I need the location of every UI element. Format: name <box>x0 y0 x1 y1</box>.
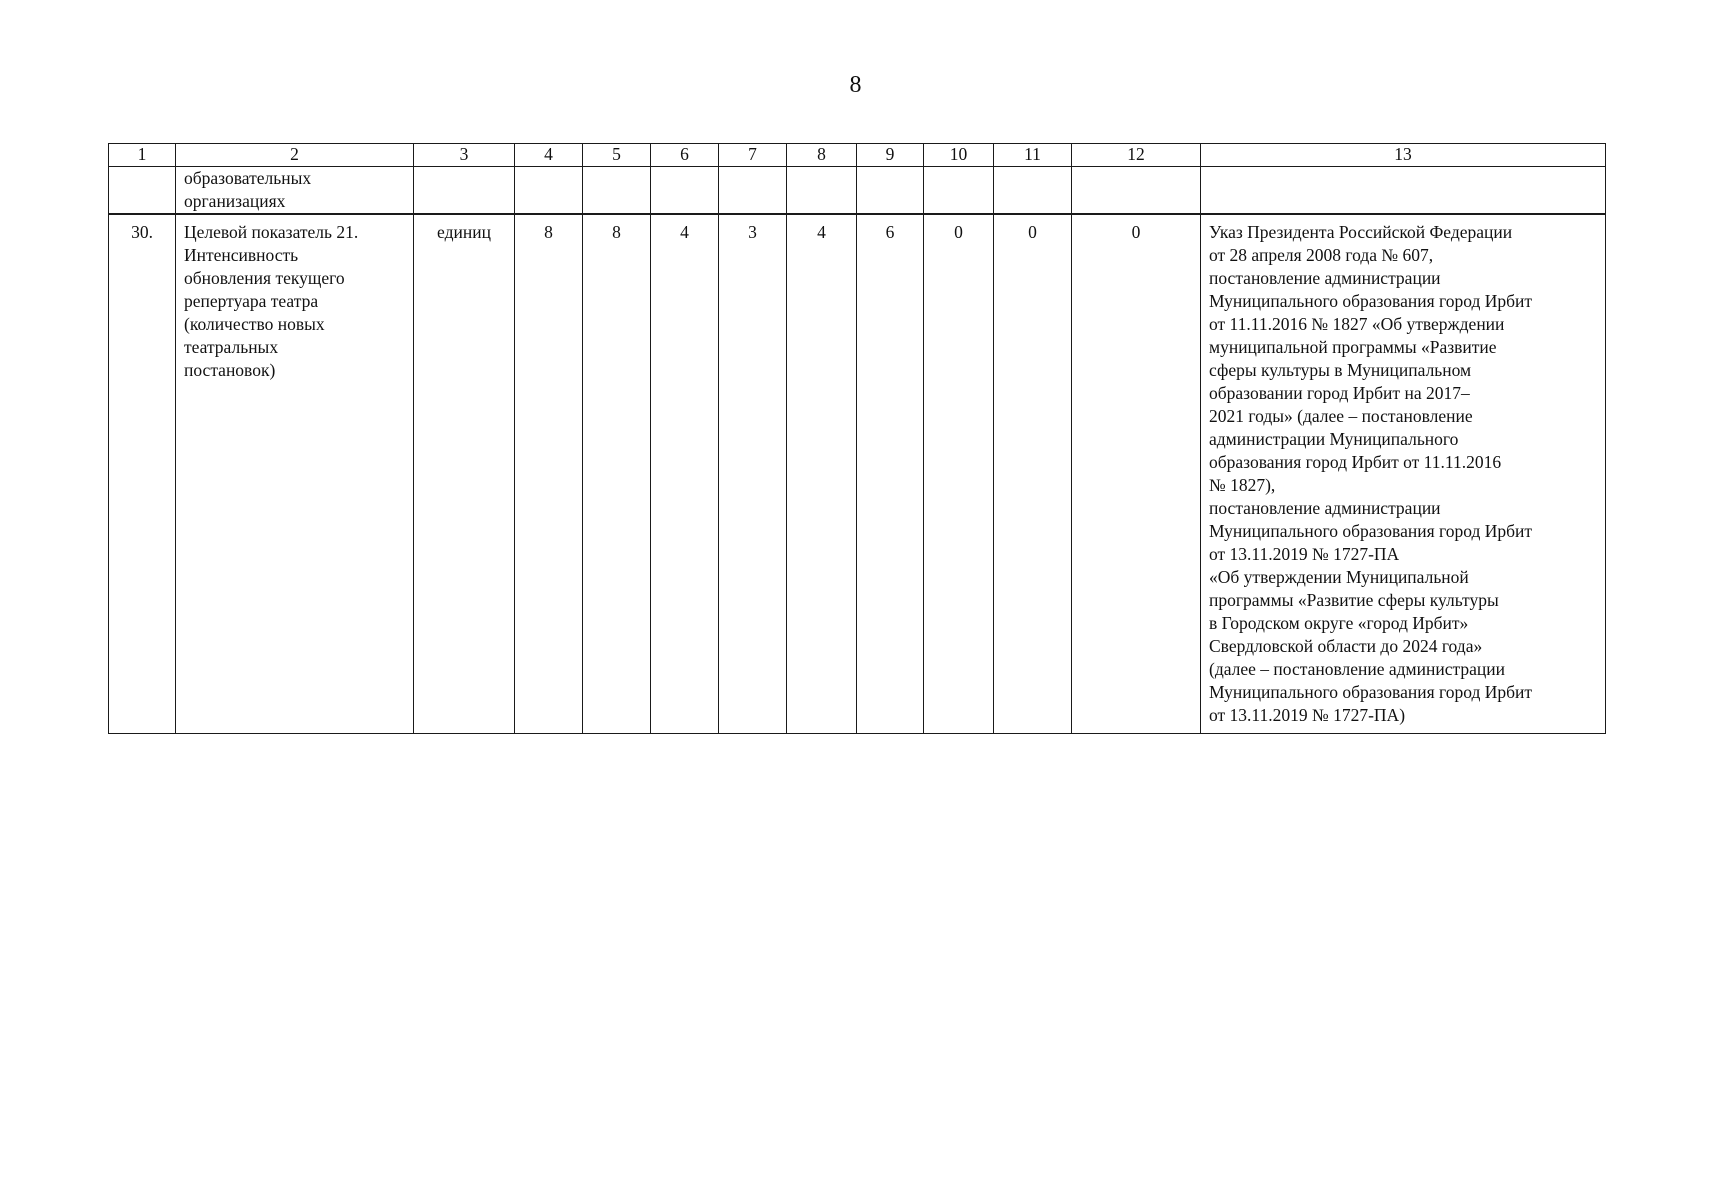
value-cell: 0 <box>994 214 1072 734</box>
value-cell: 8 <box>515 214 583 734</box>
legal-basis-cell: Указ Президента Российской Федерации от 28 апреля 2008 года № 607, постановление администрации Муниципального образования город Ирбит от 11.11.2016 № 1827 «Об утверждении муниципальной программы «Развитие сферы культуры в Муниципальном образовании город Ирбит на 2017– 2021 годы» (далее – постановление администрации Муниципального образования город Ирбит от 11.11.2016 № 1827), постановление администрации Муниципального образования город Ирбит от 13.11.2019 № 1727-ПА «Об утверждении Муниципальной программы «Развитие сферы культуры в Городском округе «город Ирбит» Свердловской области до 2024 года» (далее – постановление администрации Муниципального образования город Ирбит от 13.11.2019 № 1727-ПА) <box>1201 214 1606 734</box>
column-header: 13 <box>1201 144 1606 167</box>
unit-cell: единиц <box>414 214 515 734</box>
value-cell: 4 <box>787 214 857 734</box>
column-header: 12 <box>1072 144 1201 167</box>
indicator-name-cell: Целевой показатель 21. Интенсивность обновления текущего репертуара театра (количество новых театральных постановок) <box>176 214 414 734</box>
page-number: 8 <box>849 72 862 98</box>
column-header: 8 <box>787 144 857 167</box>
value-cell: 4 <box>651 214 719 734</box>
value-cell: 0 <box>924 214 994 734</box>
column-header: 2 <box>176 144 414 167</box>
column-header: 10 <box>924 144 994 167</box>
row-number-cell: 30. <box>109 214 176 734</box>
column-header: 7 <box>719 144 787 167</box>
column-header: 6 <box>651 144 719 167</box>
column-number-row <box>109 144 1606 167</box>
continuation-row <box>109 167 1606 215</box>
continuation-name-cell: образовательных организациях <box>176 167 414 215</box>
value-cell: 8 <box>583 214 651 734</box>
value-cell: 6 <box>857 214 924 734</box>
column-header: 5 <box>583 144 651 167</box>
column-header: 3 <box>414 144 515 167</box>
value-cell: 0 <box>1072 214 1201 734</box>
value-cell: 3 <box>719 214 787 734</box>
column-header: 9 <box>857 144 924 167</box>
table-row <box>109 214 1606 734</box>
indicators-table <box>108 143 1606 734</box>
column-header: 4 <box>515 144 583 167</box>
column-header: 11 <box>994 144 1072 167</box>
column-header: 1 <box>109 144 176 167</box>
